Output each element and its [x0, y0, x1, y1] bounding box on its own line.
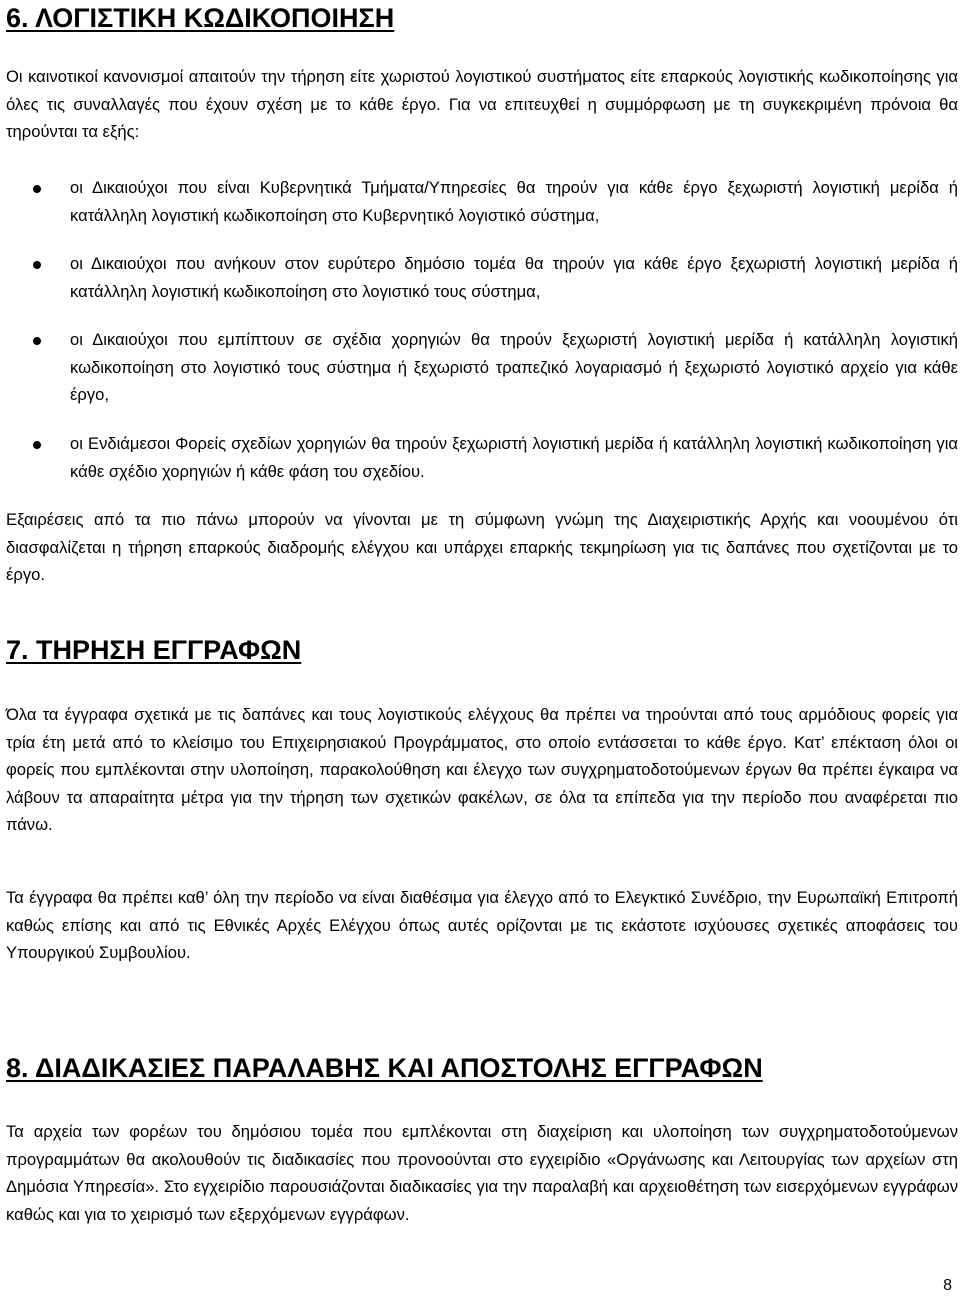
bullet-icon	[33, 441, 41, 449]
section-7-paragraph-2: Τα έγγραφα θα πρέπει καθ’ όλη την περίοδο να είναι διαθέσιμα για έλεγχο από το Ελεγκτικό Συνέδριο, την Ευρωπαϊκή Επιτροπή καθώς επίσης και από τις Εθνικές Αρχές Ελέγχου όπως αυτές ορίζονται με τις εκάστοτε ισχύουσες σχετικές αποφάσεις του Υπουργικού Συμβουλίου.	[6, 888, 958, 962]
bullet-icon	[33, 337, 41, 345]
section-7-heading: 7. ΤΗΡΗΣΗ ΕΓΓΡΑΦΩΝ	[6, 635, 302, 665]
section-6-bullet-2: οι Δικαιούχοι που ανήκουν στον ευρύτερο δημόσιο τομέα θα τηρούν για κάθε έργο ξεχωριστή λογιστική μερίδα ή κατάλληλη λογιστική κωδικοποίηση στο λογιστικό τους σύστημα,	[70, 254, 958, 301]
section-6-heading: 6. ΛΟΓΙΣΤΙΚΗ ΚΩΔΙΚΟΠΟΙΗΣΗ	[6, 3, 395, 33]
section-6-intro: Οι καινοτικοί κανονισμοί απαιτούν την τήρηση είτε χωριστού λογιστικού συστήματος είτε επαρκούς λογιστικής κωδικοποίησης για όλες τις συναλλαγές που έχουν σχέση με το κάθε έργο. Για να επιτευχθεί η συμμόρφωση με τη συγκεκριμένη πρόνοια θα τηρούνται τα εξής:	[6, 67, 958, 141]
section-8-paragraph-1: Τα αρχεία των φορέων του δημόσιου τομέα που εμπλέκονται στη διαχείριση και υλοποίηση των συγχρηματοδοτούμενων προγραμμάτων θα ακολουθούν τις διαδικασίες που προνοούνται στο εγχειρίδιο «Οργάνωσης και Λειτουργίας των αρχείων στη Δημόσια Υπηρεσία». Στο εγχειρίδιο παρουσιάζονται διαδικασίες για την παραλαβή και αρχειοθέτηση των εισερχόμενων εγγράφων καθώς και για το χειρισμό των εξερχόμενων εγγράφων.	[6, 1122, 958, 1224]
section-7-paragraph-1: Όλα τα έγγραφα σχετικά με τις δαπάνες και τους λογιστικούς ελέγχους θα πρέπει να τηρούνται από τους αρμόδιους φορείς για τρία έτη μετά από το κλείσιμο του Επιχειρησιακού Προγράμματος, στο οποίο εντάσσεται το κάθε έργο. Κατ’ επέκταση όλοι οι φορείς που εμπλέκονται στην υλοποίηση, παρακολούθηση και έλεγχο των συγχρηματοδοτούμενων έργων θα πρέπει έγκαιρα να λάβουν τα απαραίτητα μέτρα για την τήρηση των σχετικών φακέλων, σε όλα τα επίπεδα για την περίοδο που αναφέρεται πιο πάνω.	[6, 705, 958, 834]
section-6-bullet-1: οι Δικαιούχοι που είναι Κυβερνητικά Τμήματα/Υπηρεσίες θα τηρούν για κάθε έργο ξεχωριστή λογιστική μερίδα ή κατάλληλη λογιστική κωδικοποίηση στο Κυβερνητικό λογιστικό σύστημα,	[70, 178, 958, 225]
section-8-heading: 8. ΔΙΑΔΙΚΑΣΙΕΣ ΠΑΡΑΛΑΒΗΣ ΚΑΙ ΑΠΟΣΤΟΛΗΣ ΕΓΓΡΑΦΩΝ	[6, 1053, 763, 1083]
bullet-icon	[33, 261, 41, 269]
section-6-bullet-3: οι Δικαιούχοι που εμπίπτουν σε σχέδια χορηγιών θα τηρούν ξεχωριστή λογιστική μερίδα ή κατάλληλη λογιστική κωδικοποίηση στο λογιστικό τους σύστημα ή ξεχωριστό τραπεζικό λογαριασμό ή ξεχωριστό λογιστικό αρχείο για κάθε έργο,	[70, 330, 958, 404]
page-number: 8	[943, 1277, 952, 1294]
bullet-icon	[33, 185, 41, 193]
section-6-bullet-4: οι Ενδιάμεσοι Φορείς σχεδίων χορηγιών θα τηρούν ξεχωριστή λογιστική μερίδα ή κατάλληλη λογιστική κωδικοποίηση για κάθε σχέδιο χορηγιών ή κάθε φάση του σχεδίου.	[70, 434, 958, 481]
section-6-closing: Εξαιρέσεις από τα πιο πάνω μπορούν να γίνονται με τη σύμφωνη γνώμη της Διαχειριστικής Αρχής και νοουμένου ότι διασφαλίζεται η τήρηση επαρκούς διαδρομής ελέγχου και υπάρχει επαρκής τεκμηρίωση για τις δαπάνες που σχετίζονται με το έργο.	[6, 510, 958, 584]
